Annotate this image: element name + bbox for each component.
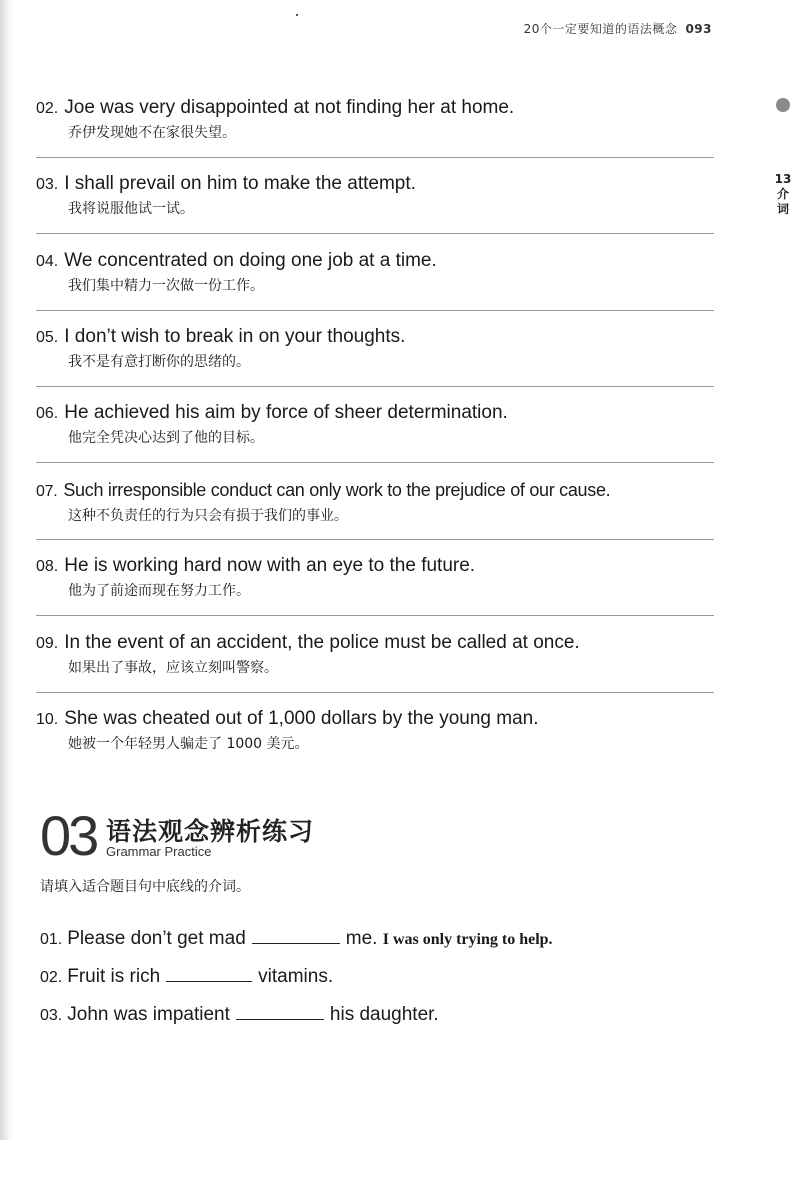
- divider: [36, 233, 714, 234]
- list-item: [36, 554, 714, 601]
- english-sentence: She was cheated out of 1,000 dollars by the young man.: [64, 708, 539, 729]
- english-sentence: Such irresponsible conduct can only work to the prejudice of our cause.: [63, 480, 611, 500]
- divider: [36, 692, 714, 693]
- item-number: 06.: [36, 405, 59, 422]
- list-item: [36, 172, 714, 219]
- chapter-side-tab: [774, 172, 792, 217]
- exercise-item: [40, 925, 553, 950]
- english-sentence: In the event of an accident, the police must be called at once.: [64, 632, 580, 653]
- list-item: [36, 401, 714, 448]
- item-number: 03.: [36, 176, 59, 193]
- english-sentence: We concentrated on doing one job at a time.: [64, 250, 437, 271]
- chapter-char-2: 词: [776, 202, 789, 216]
- exercise-text-after: vitamins.: [258, 966, 334, 987]
- thumb-index-dot: [776, 98, 790, 112]
- exercise-item: [40, 1001, 439, 1026]
- exercise-number: 03.: [40, 1007, 63, 1024]
- running-header: [524, 20, 712, 37]
- list-item: [36, 249, 714, 296]
- exercise-text-after: me.: [345, 928, 378, 949]
- list-item: [36, 707, 714, 754]
- english-sentence: I shall prevail on him to make the attempt.: [64, 173, 416, 194]
- chinese-translation: 这种不负责任的行为只会有损于我们的事业。: [68, 508, 348, 524]
- divider: [36, 310, 714, 311]
- chinese-translation: 我将说服他试一试。: [68, 201, 194, 217]
- divider: [36, 157, 714, 158]
- exercise-instruction: 请填入适合题目句中底线的介词。: [40, 879, 250, 895]
- page-bottom-margin: [0, 1140, 800, 1177]
- item-number: 02.: [36, 100, 59, 117]
- list-item: [36, 96, 714, 143]
- header-title: 20个一定要知道的语法概念: [523, 22, 678, 36]
- english-sentence: He is working hard now with an eye to the future.: [64, 555, 476, 576]
- page-edge-shadow: [0, 0, 14, 1140]
- list-item: [36, 631, 714, 678]
- section-title: 语法观念辨析练习: [106, 817, 315, 846]
- answer-blank[interactable]: [252, 925, 340, 944]
- list-item: [36, 325, 714, 372]
- item-number: 04.: [36, 253, 59, 270]
- exercise-text-before: Fruit is rich: [67, 966, 161, 987]
- exercise-note: I was only trying to help.: [382, 931, 553, 948]
- section-subtitle: Grammar Practice: [106, 844, 212, 859]
- chinese-translation: 我不是有意打断你的思绪的。: [68, 354, 250, 370]
- item-number: 08.: [36, 558, 59, 575]
- section-number: 03: [40, 804, 97, 867]
- exercise-number: 01.: [40, 931, 63, 948]
- list-item: [36, 478, 714, 526]
- item-number: 09.: [36, 635, 59, 652]
- exercise-text-before: Please don’t get mad: [67, 928, 246, 949]
- divider: [36, 386, 714, 387]
- chapter-char-1: 介: [776, 187, 789, 201]
- chinese-translation: 他为了前途而现在努力工作。: [68, 583, 250, 599]
- english-sentence: He achieved his aim by force of sheer determination.: [64, 402, 508, 423]
- exercise-text-before: John was impatient: [67, 1004, 230, 1025]
- chapter-number: 13: [774, 172, 792, 186]
- english-sentence: Joe was very disappointed at not finding her at home.: [64, 97, 515, 118]
- page-number: 093: [685, 22, 712, 36]
- chinese-translation: 我们集中精力一次做一份工作。: [68, 278, 264, 294]
- exercise-item: [40, 963, 333, 988]
- chinese-translation: 如果出了事故，应该立刻叫警察。: [68, 660, 278, 676]
- divider: [36, 615, 714, 616]
- scan-speck: [296, 14, 298, 16]
- answer-blank[interactable]: [166, 963, 252, 982]
- chinese-translation: 乔伊发现她不在家很失望。: [68, 125, 236, 141]
- item-number: 07.: [36, 483, 58, 500]
- divider: [36, 462, 714, 463]
- divider: [36, 539, 714, 540]
- item-number: 10.: [36, 711, 59, 728]
- answer-blank[interactable]: [236, 1001, 324, 1020]
- english-sentence: I don’t wish to break in on your thoughts.: [64, 326, 406, 347]
- item-number: 05.: [36, 329, 59, 346]
- exercise-text-after: his daughter.: [329, 1004, 439, 1025]
- chinese-translation: 他完全凭决心达到了他的目标。: [68, 430, 264, 446]
- exercise-number: 02.: [40, 969, 63, 986]
- chinese-translation: 她被一个年轻男人骗走了 1000 美元。: [68, 736, 309, 752]
